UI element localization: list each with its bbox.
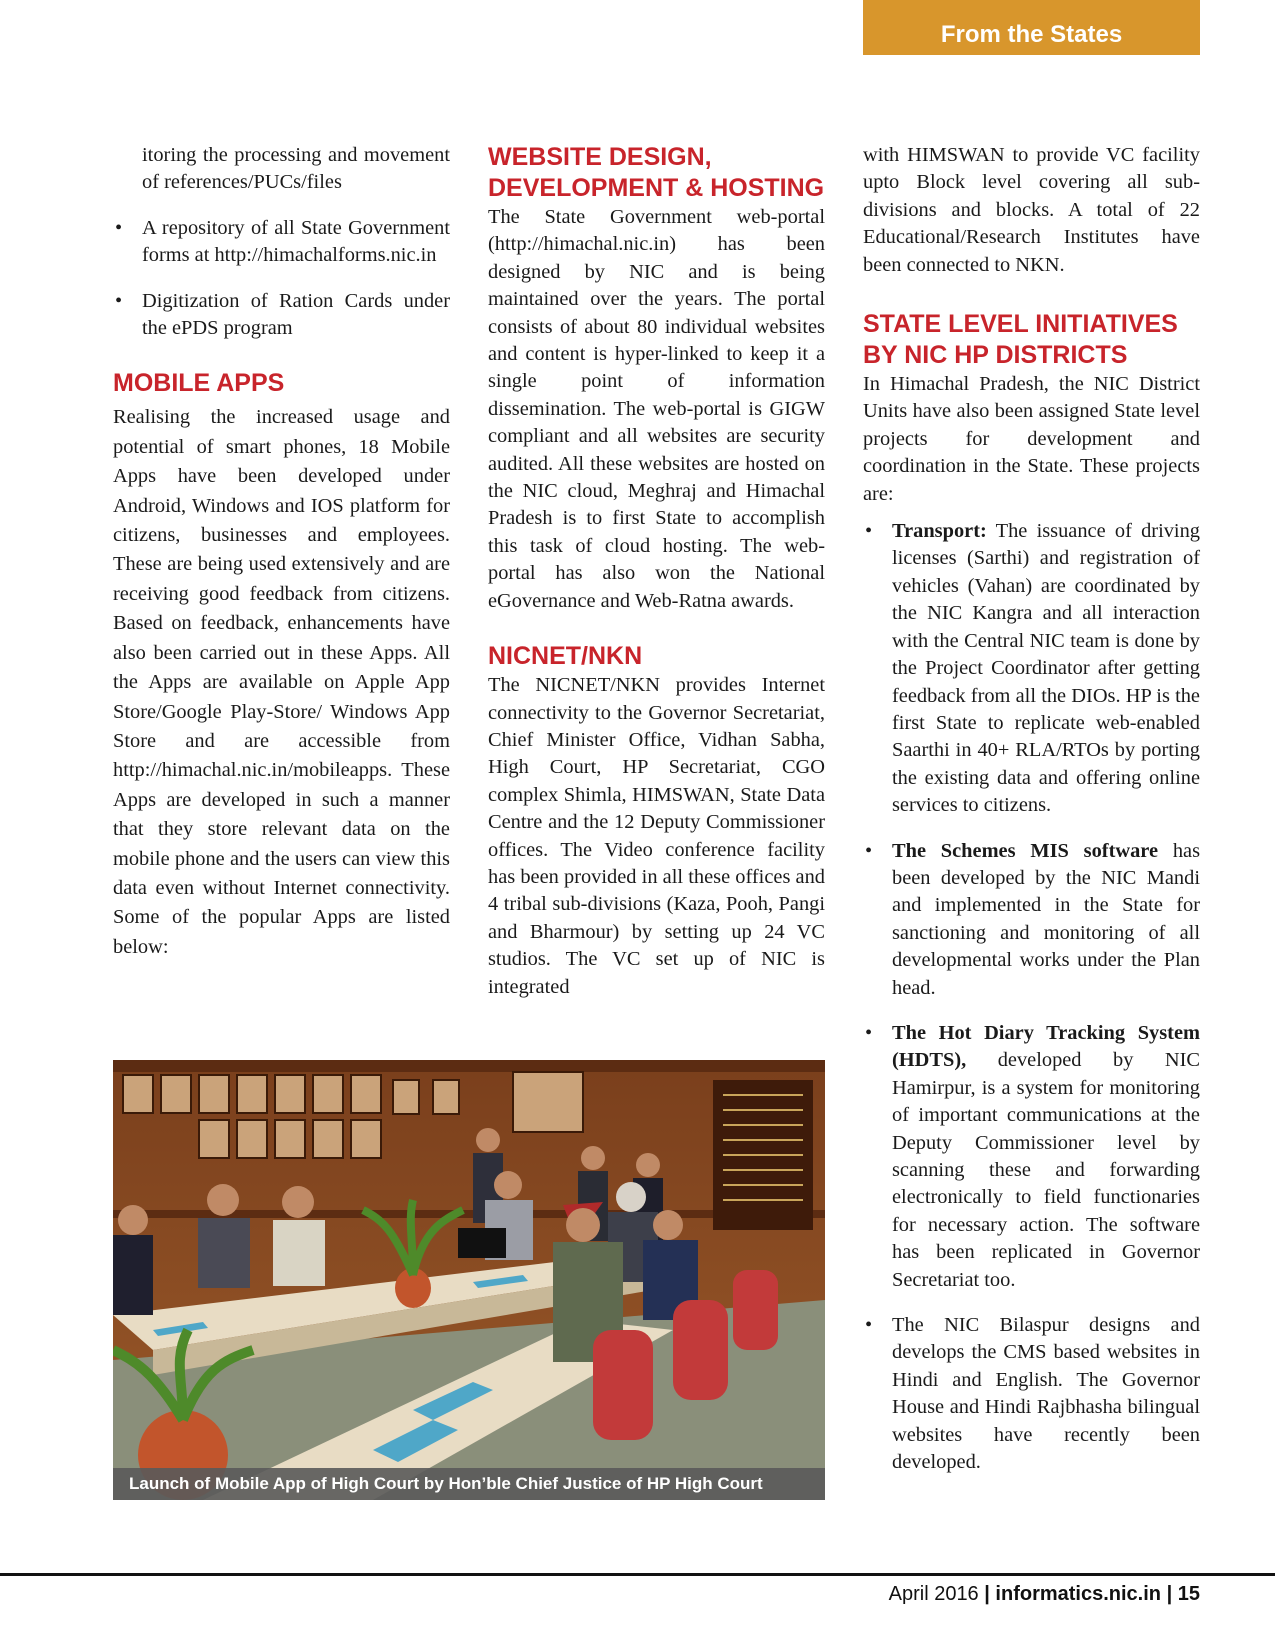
column-2 xyxy=(488,142,825,1001)
page-footer xyxy=(889,1583,1200,1606)
continued-bullet-text: itoring the processing and movement of references/PUCs/files xyxy=(142,144,450,194)
list-item-text: has been developed by the NIC Mandi and implemented in the State for sanctioning and monitoring of all developmental works under the Plan head. xyxy=(892,839,1201,999)
event-photo-illustration xyxy=(113,1060,825,1500)
column-1 xyxy=(113,142,450,962)
list-item-text: The NIC Bilaspur designs and develops the CMS based websites in Hindi and English. The Governor House and Hindi Rajbhasha bilingual websites have recently been developed. xyxy=(892,1314,1200,1474)
list-item-bold: The Schemes MIS software xyxy=(892,839,1159,862)
nicnet-paragraph: The NICNET/NKN provides Internet connectivity to the Governor Secretariat, Chief Minister Office, Vidhan Sabha, High Court, HP Secretariat, CGO complex Shimla, HIMSWAN, State Data Centre and the 12 Deputy Commissioner offices. The Video conference facility has been provided in all these offices and 4 tribal sub-divisions (Kaza, Pooh, Pangi and Bharmour) by setting up 24 VC studios. The VC set up of NIC is integrated xyxy=(488,674,825,998)
footer-date: April 2016 xyxy=(888,1583,979,1605)
footer-separator: | xyxy=(984,1583,990,1605)
list-item-text: The issuance of driving licenses (Sarthi) and registration of vehicles (Vahan) are coordinated by the NIC Kangra and all interaction with the Central NIC team is done by the Project Coordinator after getting feedback from all the DIOs. HP is the first State to replicate web-enabled Saarthi in 40+ RLA/RTOs by porting the existing data and offering online services to citizens. xyxy=(892,520,1200,817)
bullet-list xyxy=(113,215,450,343)
list-item-bold: Transport: xyxy=(892,520,987,543)
state-initiatives-paragraph: In Himachal Pradesh, the NIC District Units have also been assigned State level projects for development and coordination in the State. These projects are: xyxy=(863,373,1200,505)
list-item xyxy=(863,1312,1200,1476)
event-photo xyxy=(113,1060,825,1500)
footer-rule xyxy=(0,1573,1275,1576)
footer-site: informatics.nic.in xyxy=(995,1583,1162,1605)
list-item-bold: The Hot Diary Tracking System (HDTS), xyxy=(892,1021,1200,1072)
page-number: 15 xyxy=(1177,1583,1200,1605)
footer-separator: | xyxy=(1166,1583,1173,1605)
section-tag: From the States xyxy=(863,0,1200,55)
list-item: • Digitization of Ration Cards under the ePDS program xyxy=(113,288,450,343)
list-item xyxy=(863,1020,1200,1294)
list-item-text: developed by NIC Hamirpur, is a system for monitoring of important communications at the Deputy Commissioner level by scanning these and forwarding electronically to field functionaries for necessary action. The software has been replicated in Governor Secretariat too. xyxy=(892,1049,1200,1291)
website-paragraph: The State Government web-portal (http://himachal.nic.in) has been designed by NIC and is being maintained over the years. The portal consists of about 80 individual websites and content is hyper-linked to keep it a single point of information dissemination. The web-portal is GIGW compliant and all websites are security audited. All these websites are hosted on the NIC cloud, Meghraj and Himachal Pradesh is to first State to accomplish this task of cloud hosting. The web-portal has also won the National eGovernance and Web-Ratna awards. xyxy=(488,206,825,612)
list-item: • A repository of all State Government forms at http://himachalforms.nic.in xyxy=(113,215,450,270)
heading-state-initiatives: STATE LEVEL INITIATIVES BY NIC HP DISTRICTS xyxy=(863,310,1178,370)
heading-nicnet: NICNET/NKN xyxy=(488,642,643,671)
column-3 xyxy=(863,142,1200,1494)
continued-paragraph: with HIMSWAN to provide VC facility upto Block level covering all sub-divisions and blocks. A total of 22 Educational/Research Institutes have been connected to NKN. xyxy=(863,144,1200,276)
heading-website-design: WEBSITE DESIGN, DEVELOPMENT & HOSTING xyxy=(488,143,825,202)
list-item xyxy=(863,518,1200,819)
list-item xyxy=(863,838,1200,1002)
mobile-apps-paragraph: Realising the increased usage and potential of smart phones, 18 Mobile Apps have been developed under Android, Windows and IOS platform for citizens, businesses and employees. These are being used extensively and are receiving good feedback from citizens. Based on feedback, enhancements have also been carried out in these Apps. All the Apps are available on Apple App Store/Google Play-Store/ Windows App Store and are accessible from http://himachal.nic.in/mobileapps. These Apps are developed in such a manner that they store relevant data on the mobile phone and the users can view this data even without Internet connectivity. Some of the popular Apps are listed below: xyxy=(113,406,450,958)
heading-mobile-apps: MOBILE APPS xyxy=(113,369,285,398)
photo-caption: Launch of Mobile App of High Court by Hon’ble Chief Justice of HP High Court xyxy=(113,1468,825,1500)
projects-list xyxy=(863,518,1200,1476)
